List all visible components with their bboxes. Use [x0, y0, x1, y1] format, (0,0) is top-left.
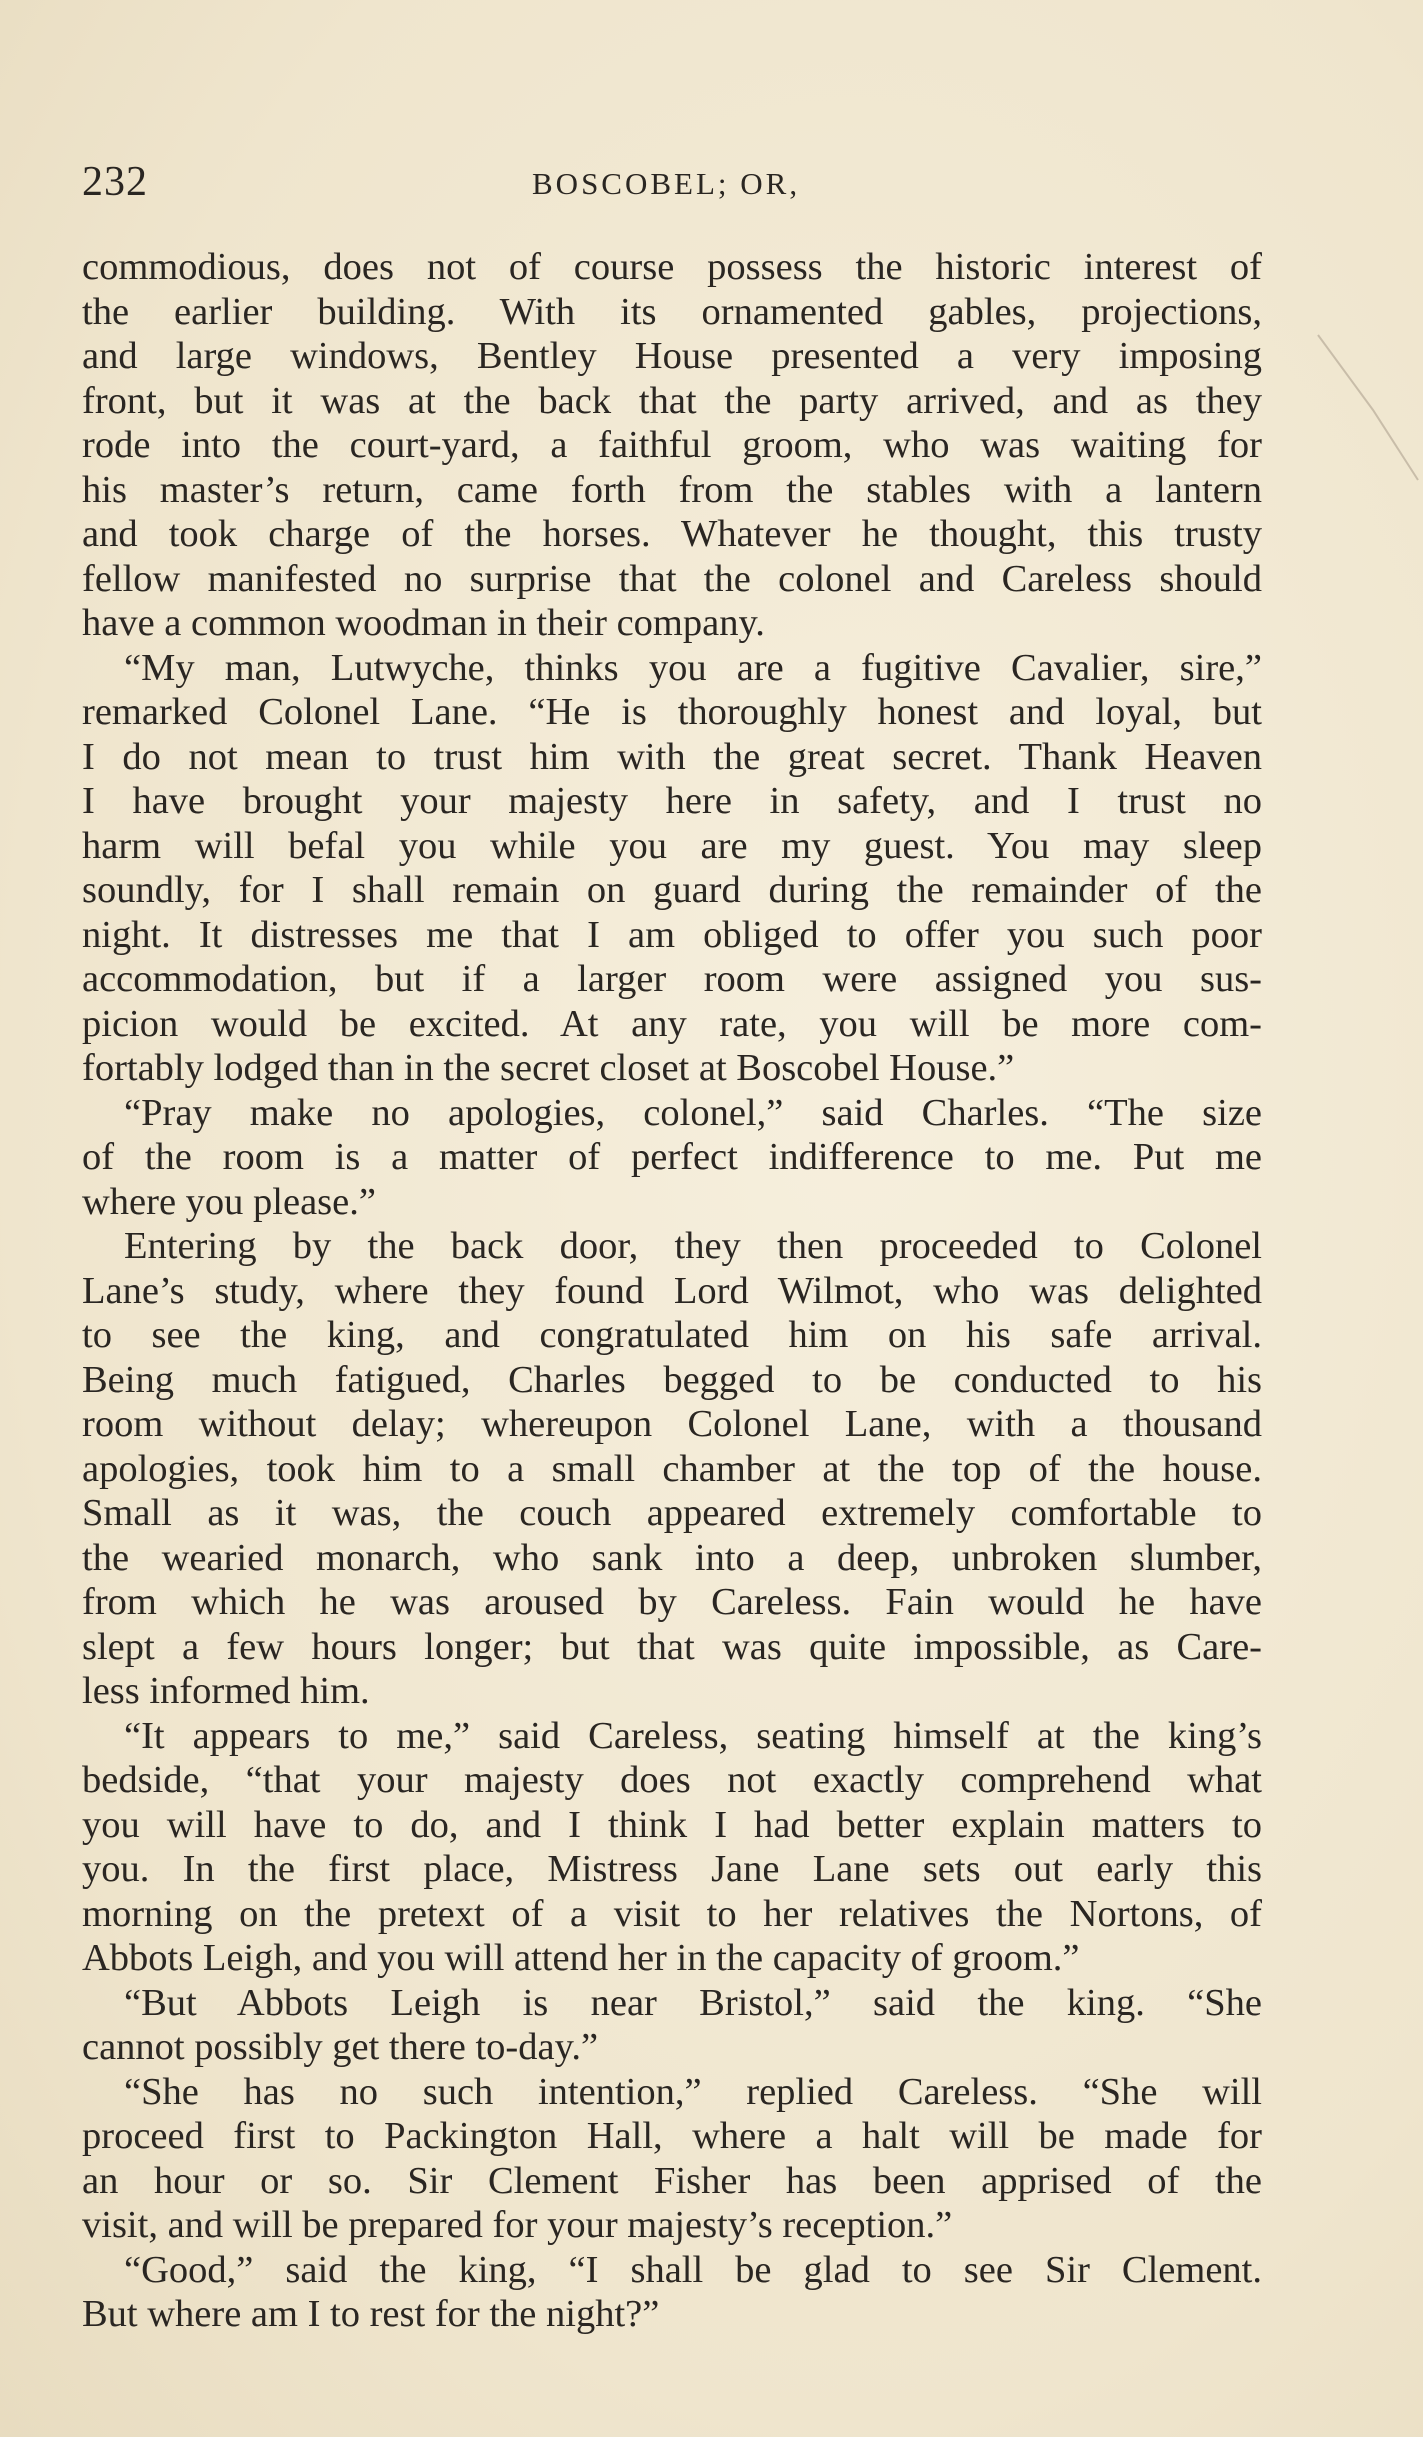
page-number: 232 — [82, 159, 148, 205]
text-line: soundly, for I shall remain on guard during the remainder of the — [82, 869, 1262, 911]
text-line: you will have to do, and I think I had better explain matters to — [82, 1803, 1262, 1846]
text-line: harm will befal you while you are my guest. You may sleep — [82, 824, 1262, 867]
text-line: where you please.” — [82, 1180, 376, 1223]
text-line: picion would be excited. At any rate, you will be more com- — [82, 1002, 1262, 1045]
text-line: Being much fatigued, Charles begged to be conducted to his — [82, 1358, 1262, 1401]
text-line: commodious, does not of course possess the historic interest of — [82, 246, 1262, 288]
text-line: proceed first to Packington Hall, where a halt will be made for — [82, 2115, 1262, 2157]
text-line: the earlier building. With its ornamented gables, projections, — [82, 290, 1262, 333]
text-line: bedside, “that your majesty does not exactly comprehend what — [82, 1759, 1262, 1801]
text-line: “She has no such intention,” replied Careless. “She will — [124, 2070, 1262, 2113]
text-line: fellow manifested no surprise that the colonel and Careless should — [82, 557, 1262, 600]
text-line: have a common woodman in their company. — [82, 602, 765, 644]
text-line: cannot possibly get there to-day.” — [82, 2026, 599, 2068]
text-line: the wearied monarch, who sank into a deep, unbroken slumber, — [82, 1536, 1262, 1579]
text-line: Small as it was, the couch appeared extremely comfortable to — [82, 1492, 1262, 1534]
text-line: “Good,” said the king, “I shall be glad to see Sir Clement. — [124, 2248, 1262, 2291]
text-line: Abbots Leigh, and you will attend her in the capacity of groom.” — [82, 1937, 1080, 1979]
text-line: I have brought your majesty here in safety, and I trust no — [82, 780, 1262, 822]
text-line: slept a few hours longer; but that was quite impossible, as Care- — [82, 1625, 1262, 1668]
text-line: visit, and will be prepared for your majesty’s reception.” — [82, 2204, 953, 2246]
text-line: from which he was aroused by Careless. Fain would he have — [82, 1581, 1262, 1623]
body-text — [82, 245, 1262, 2337]
margin-pencil-mark — [1313, 330, 1423, 570]
text-line: remarked Colonel Lane. “He is thoroughly honest and loyal, but — [82, 691, 1262, 733]
text-line: “But Abbots Leigh is near Bristol,” said the king. “She — [124, 1981, 1262, 2024]
text-line: to see the king, and congratulated him on his safe arrival. — [82, 1314, 1262, 1356]
text-line: accommodation, but if a larger room were assigned you sus- — [82, 958, 1262, 1000]
text-line: “It appears to me,” said Careless, seating himself at the king’s — [124, 1714, 1262, 1757]
text-line: of the room is a matter of perfect indifference to me. Put me — [82, 1136, 1262, 1178]
text-line: “My man, Lutwyche, thinks you are a fugitive Cavalier, sire,” — [124, 646, 1262, 689]
text-line: and large windows, Bentley House presented a very imposing — [82, 335, 1262, 377]
text-line: night. It distresses me that I am obliged to offer you such poor — [82, 913, 1262, 956]
text-line: “Pray make no apologies, colonel,” said Charles. “The size — [124, 1091, 1262, 1134]
running-title: BOSCOBEL; OR, — [532, 166, 801, 201]
text-line: his master’s return, came forth from the stables with a lantern — [82, 468, 1262, 511]
text-line: rode into the court-yard, a faithful groom, who was waiting for — [82, 424, 1262, 466]
text-line: you. In the first place, Mistress Jane Lane sets out early this — [82, 1848, 1262, 1890]
text-line: fortably lodged than in the secret closet at Boscobel House.” — [82, 1047, 1015, 1089]
text-line: apologies, took him to a small chamber at the top of the house. — [82, 1447, 1262, 1490]
text-line: But where am I to rest for the night?” — [82, 2293, 660, 2335]
text-line: morning on the pretext of a visit to her relatives the Nortons, of — [82, 1892, 1262, 1935]
text-line: and took charge of the horses. Whatever he thought, this trusty — [82, 513, 1262, 555]
text-line: Lane’s study, where they found Lord Wilmot, who was delighted — [82, 1269, 1262, 1312]
text-line: front, but it was at the back that the party arrived, and as they — [82, 379, 1262, 422]
text-line: an hour or so. Sir Clement Fisher has been apprised of the — [82, 2159, 1262, 2202]
page-header — [82, 158, 1272, 218]
text-line: Entering by the back door, they then proceeded to Colonel — [124, 1225, 1262, 1267]
text-line: less informed him. — [82, 1670, 370, 1712]
text-line: room without delay; whereupon Colonel Lane, with a thousand — [82, 1403, 1262, 1445]
text-line: I do not mean to trust him with the great secret. Thank Heaven — [82, 735, 1262, 778]
